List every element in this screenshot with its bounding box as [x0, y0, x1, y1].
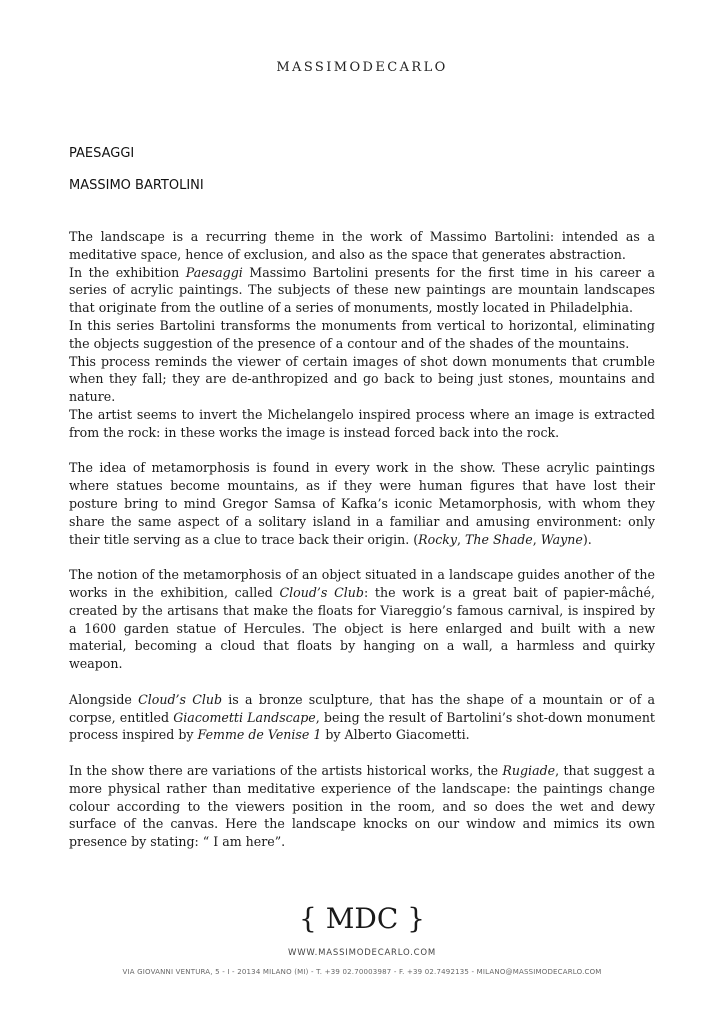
paragraph-3: The notion of the metamorphosis of an object situated in a landscape guides another of the works in the exhibition, called Cloud’s Club: the work is a great bait of papier-mâché, created by the artisans that make the floats for Viareggio’s famous carnival, is inspired by a 1600 garden statue of Hercules. The object is here enlarged and built with a new material, becoming a cloud that floats by hanging on a wall, a harmless and quirky weapon.	[69, 567, 655, 672]
paragraph-5: In the show there are variations of the artists historical works, the Rugiade, that suggest a more physical rather than meditative experience of the landscape: the paintings change colour according to the viewers position in the room, and so does the wet and dewy surface of the canvas. Here the landscape knocks on our window and mimics its own presence by stating: “ I am here”.	[69, 762, 655, 850]
title-paesaggi: Paesaggi	[185, 264, 243, 280]
paragraph-1-line-3: In this series Bartolini transforms the monuments from vertical to horizontal, eliminating the objects suggestion of the presence of a contour and of the shades of the mountains.	[69, 317, 655, 351]
header-brand: MASSIMODECARLO	[276, 60, 448, 75]
paragraph-1-line-4: This process reminds the viewer of certain images of shot down monuments that crumble when they fall; they are de-anthropized and go back to being just stones, mountains and nature.	[69, 353, 655, 405]
body-text	[69, 228, 655, 851]
paragraph-1-line-5: The artist seems to invert the Michelangelo inspired process where an image is extracted from the rock: in these works the image is instead forced back into the rock.	[69, 406, 655, 440]
mdc-logo: { MDC }	[299, 902, 425, 935]
contact-address: VIA GIOVANNI VENTURA, 5 - I - 20134 MILANO (MI) - T. +39 02.70003987 - F. +39 02.7492135 - MILANO@MASSIMODECARLO.COM	[122, 968, 602, 976]
website-link[interactable]: WWW.MASSIMODECARLO.COM	[287, 948, 437, 958]
document-title: PAESAGGI	[69, 146, 135, 161]
paragraph-2: The idea of metamorphosis is found in every work in the show. These acrylic paintings where statues become mountains, as if they were human figures that have lost their posture bring to mind Gregor Samsa of Kafka’s iconic Metamorphosis, with whom they share the same aspect of a solitary island in a familiar and amusing environment: only their title serving as a clue to trace back their origin. (Rocky, The Shade, Wayne).	[69, 460, 655, 547]
paragraph-4: Alongside Cloud’s Club is a bronze sculpture, that has the shape of a mountain or of a corpse, entitled Giacometti Landscape, being the result of Bartolini’s shot-down monument process inspired by Femme de Venise 1 by Alberto Giacometti.	[69, 691, 655, 743]
artist-name: MASSIMO BARTOLINI	[69, 178, 204, 193]
paragraph-1-line-1: The landscape is a recurring theme in the work of Massimo Bartolini: intended as a meditative space, hence of exclusion, and also as the space that generates abstraction.	[69, 229, 655, 262]
paragraph-1-line-2: In the exhibition Paesaggi Massimo Bartolini presents for the first time in his career a series of acrylic paintings. The subjects of these new paintings are mountain landscapes that originate from the outline of a series of monuments, mostly located in Philadelphia.	[69, 264, 655, 316]
